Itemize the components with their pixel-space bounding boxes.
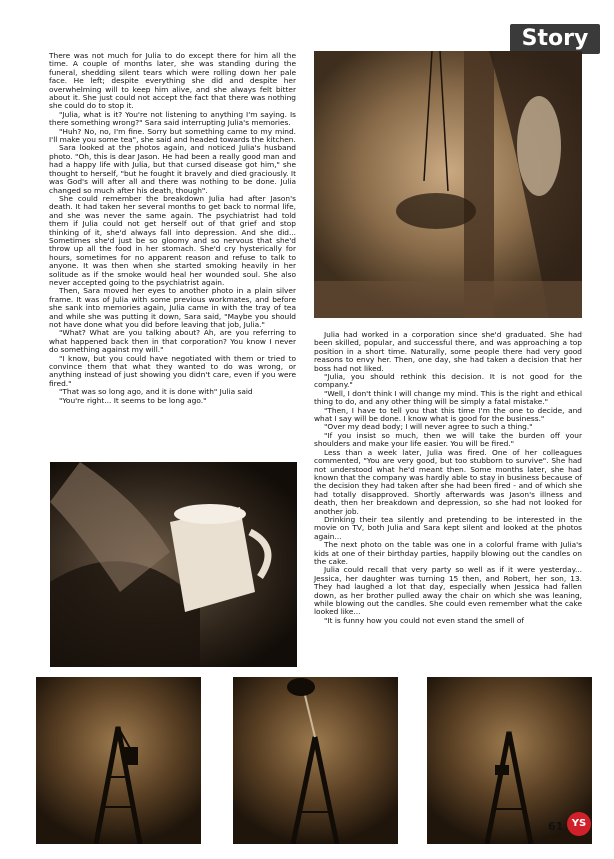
- magazine-logo: YS: [567, 812, 591, 836]
- paragraph: Then, Sara moved her eyes to another photo in a plain silver frame. It was of Julia with some previous workmates, and before she sank into memories again, Julia came in with the tray of tea and while she was putting it down, Sara said, "Maybe you should not have done what you did before leaving that job, Julia.": [49, 286, 296, 329]
- paragraph: "Julia, you should rethink this decision. It is not good for the company.": [314, 372, 582, 390]
- paragraph: "Well, I don't think I will change my mind. This is the right and ethical thing to do, and any other thing will be simply a fatal mistake.": [314, 388, 582, 407]
- right-text-column: [314, 331, 582, 625]
- paragraph: "You're right... It seems to be long ago.": [59, 395, 207, 405]
- paragraph: Drinking their tea silently and pretending to be interested in the movie on TV, both Julia and Sara kept silent and looked at the photos again...: [314, 514, 582, 541]
- paragraph: There was not much for Julia to do except there for him all the time. A couple of months later, she was standing during the funeral, shedding silent tears which were rolling down her pale face. He left; despite everything she did and despite her overwhelming will to keep him alive, and she always felt bitter about it. She just could not accept the fact that there was nothing she could do to stop it.: [49, 51, 296, 111]
- paragraph: "If you insist so much, then we will take the burden off your shoulders and make your life easier. You will be fired.": [314, 430, 582, 449]
- paragraph: Julia could recall that very party so well as if it were yesterday... Jessica, her daughter was turning 15 then, and Robert, her son, 13. They had laughed a lot that day, especially when Jessica had fallen down, as her brother pulled away the chair on which she was leaning, while blowing out the candles. She could even remember what the cake looked like...: [314, 565, 582, 617]
- paragraph: "Huh? No, no, I'm fine. Sorry but something came to my mind. I'll make you some tea", she said and headed towards the kitchen.: [49, 126, 296, 145]
- page-number: 61: [548, 820, 564, 833]
- paragraph: "Then, I have to tell you that this time I'm the one to decide, and what I say will be done. I know what is good for the business.": [314, 405, 582, 424]
- left-text-column: [49, 52, 296, 405]
- paragraph: Julia had worked in a corporation since she'd graduated. She had been skilled, popular, and successful there, and was approaching a top position in a short time. Naturally, some people there had very good reasons to envy her. Then, one day, she had taken a decision that her boss had not liked.: [314, 330, 582, 373]
- section-title: Story: [510, 24, 600, 54]
- paragraph: "Julia, what is it? You're not listening to anything I'm saying. Is there something wrong?" Sara said interrupting Julia's memories.: [49, 109, 296, 128]
- paragraph: Less than a week later, Julia was fired. One of her colleagues commented, "You are very good, but too stubborn to survive". She had not understood what he'd meant then. Some months later, she had known that the company was hardly able to stay in business because of the decision they had taken after she had been fired - and of which she had totally disapproved. Shortly afterwards was Jason's illness and death, then her breakdown and depression, so she had not looked for another job.: [314, 447, 582, 516]
- swing-photo: [314, 51, 582, 318]
- paragraph: "Over my dead body; I will never agree to such a thing.": [324, 422, 533, 432]
- paragraph: "I know, but you could have negotiated with them or tried to convince them that what they wanted to do was wrong, or anything instead of just showing you didn't care, even if you were fired.": [49, 353, 296, 388]
- swing-ride-photo-2: [233, 677, 398, 844]
- swing-ride-photo-1: [36, 677, 201, 844]
- paragraph: She could remember the breakdown Julia had after Jason's death. It had taken her several months to get back to normal life, and she was never the same again. The psychiatrist had told them if Julia could not get herself out of that grief and stop thinking of it, she'd always fall into depression. And she did... Sometimes she'd just be so gloomy and so nervous that she'd throw up all the food in her stomach. She'd cry hysterically for hours, sometimes for no apparent reason and refuse to talk to anyone. It was then when she started smoking heavily in her solitude as if the smoke would heal her wounded soul. She also never accepted going to the psychiatrist again.: [49, 193, 296, 287]
- paragraph: "It is funny how you could not even stand the smell of: [324, 615, 524, 625]
- tea-cup-photo: [50, 462, 297, 667]
- paragraph: "That was so long ago, and it is done with" Julia said: [59, 387, 253, 397]
- paragraph: The next photo on the table was one in a colorful frame with Julia's kids at one of their birthday parties, happily blowing out the candles on the cake.: [314, 540, 582, 566]
- paragraph: Sara looked at the photos again, and noticed Julia's husband photo. "Oh, this is dear Jason. He had been a really good man and had a happy life with Julia, but that cursed disease got him," she thought to herself, "but he fought it bravely and died graciously. It was God's will after all and there was nothing to be done. Julia changed so much after his death, though".: [49, 143, 296, 195]
- paragraph: "What? What are you talking about? Ah, are you referring to what happened back then in that corporation? You know I never do something against my will.": [49, 328, 296, 355]
